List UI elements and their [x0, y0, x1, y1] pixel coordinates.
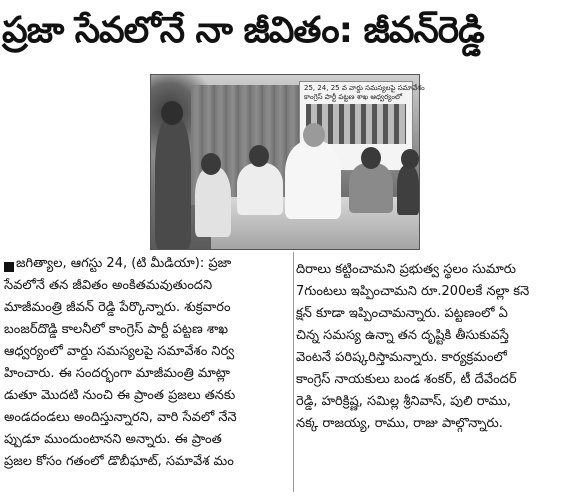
person-head: [401, 149, 419, 169]
column-divider: [293, 252, 294, 492]
person-head: [303, 123, 325, 147]
article-line: క్షన్ కూడా ఇప్పించామన్నారు. పట్టణంలో ఏ: [296, 306, 508, 321]
article-line: మాజీమంత్రి జీవన్ రెడ్డి పేర్కొన్నారు. శుక్రవారం: [4, 300, 231, 315]
article-line: అండదండలు అందిస్తున్నారని, వారి సేవలో నేనె: [4, 410, 237, 425]
person-seated-4: [397, 165, 419, 215]
article-line: బంజర్‌దొడ్డి కాలనీలో కాంగ్రెస్ పార్టీ పట్టణ శాఖ: [4, 322, 229, 337]
article-line: కాంగ్రెస్ నాయకులు బండ శంకర్, టీ దేవేందర్: [296, 372, 517, 387]
article-line: 7గుంటలు ఇప్పించామని రూ.200లకే నల్లా కనె: [296, 284, 530, 299]
article-line: హించారు. ఈ సందర్భంగా మాజీమంత్రి మాట్లా: [4, 366, 231, 381]
article-line: వెంటనే పరిష్కరిస్తామన్నారు. కార్యక్రమంలో: [296, 350, 507, 365]
article-line: నక్క రాజయ్య, రాము, రాజు పాల్గొన్నారు.: [296, 416, 503, 431]
banner-text-2: కాంగ్రెస్ పార్టీ పట్టణ శాఖ ఆధ్వర్యంలో: [304, 93, 403, 101]
person-seated-3: [349, 163, 393, 213]
article-line: సేవలోనే తన జీవితం అంకితమవుతుందని: [4, 278, 213, 293]
article-line: ఆధ్వర్యంలో వార్డు సమస్యలపై సమావేశం నిర్వ: [4, 344, 235, 359]
article-line: ప్పుడూ ముందుంటానని అన్నారు. ఈ ప్రాంత: [4, 432, 222, 447]
article-line: ప్రజల కోసం గతంలో డొబీఘాట్, సమావేశ మం: [4, 454, 234, 469]
banner-text-1: 25, 24, 25 వ వార్డు సమస్యలపై సమావేశం: [304, 84, 425, 92]
news-photo: [150, 74, 425, 250]
article-line: చిన్న సమస్య ఉన్నా తన దృష్టికి తీసుకువస్తే: [296, 328, 509, 343]
person-head: [161, 101, 183, 125]
person-seated-2: [237, 163, 283, 215]
person-head: [361, 147, 381, 169]
article-line: రెడ్డి, హరిక్రిష్ణ, సమిల్ల శ్రీనివాస్, పులి రాము,: [296, 394, 511, 409]
person-head: [201, 153, 221, 175]
person-head: [249, 145, 269, 167]
article-line: జగిత్యాల, ఆగస్టు 24, (టి మీడియా): ప్రజా: [16, 256, 232, 271]
headline: ప్రజా సేవలోనే నా జీవితం: జీవన్‌రెడ్డి: [2, 10, 484, 51]
person-standing-left: [155, 115, 191, 249]
person-seated-1: [195, 167, 231, 237]
person-speaker: [285, 141, 341, 219]
article-line: డుతూ మొదటి నుంచి ఈ ప్రాంత ప్రజలు తనకు: [4, 388, 236, 403]
article-line: దిరాలు కట్టించామని ప్రభుత్వ స్థలం సుమారు: [296, 262, 517, 277]
